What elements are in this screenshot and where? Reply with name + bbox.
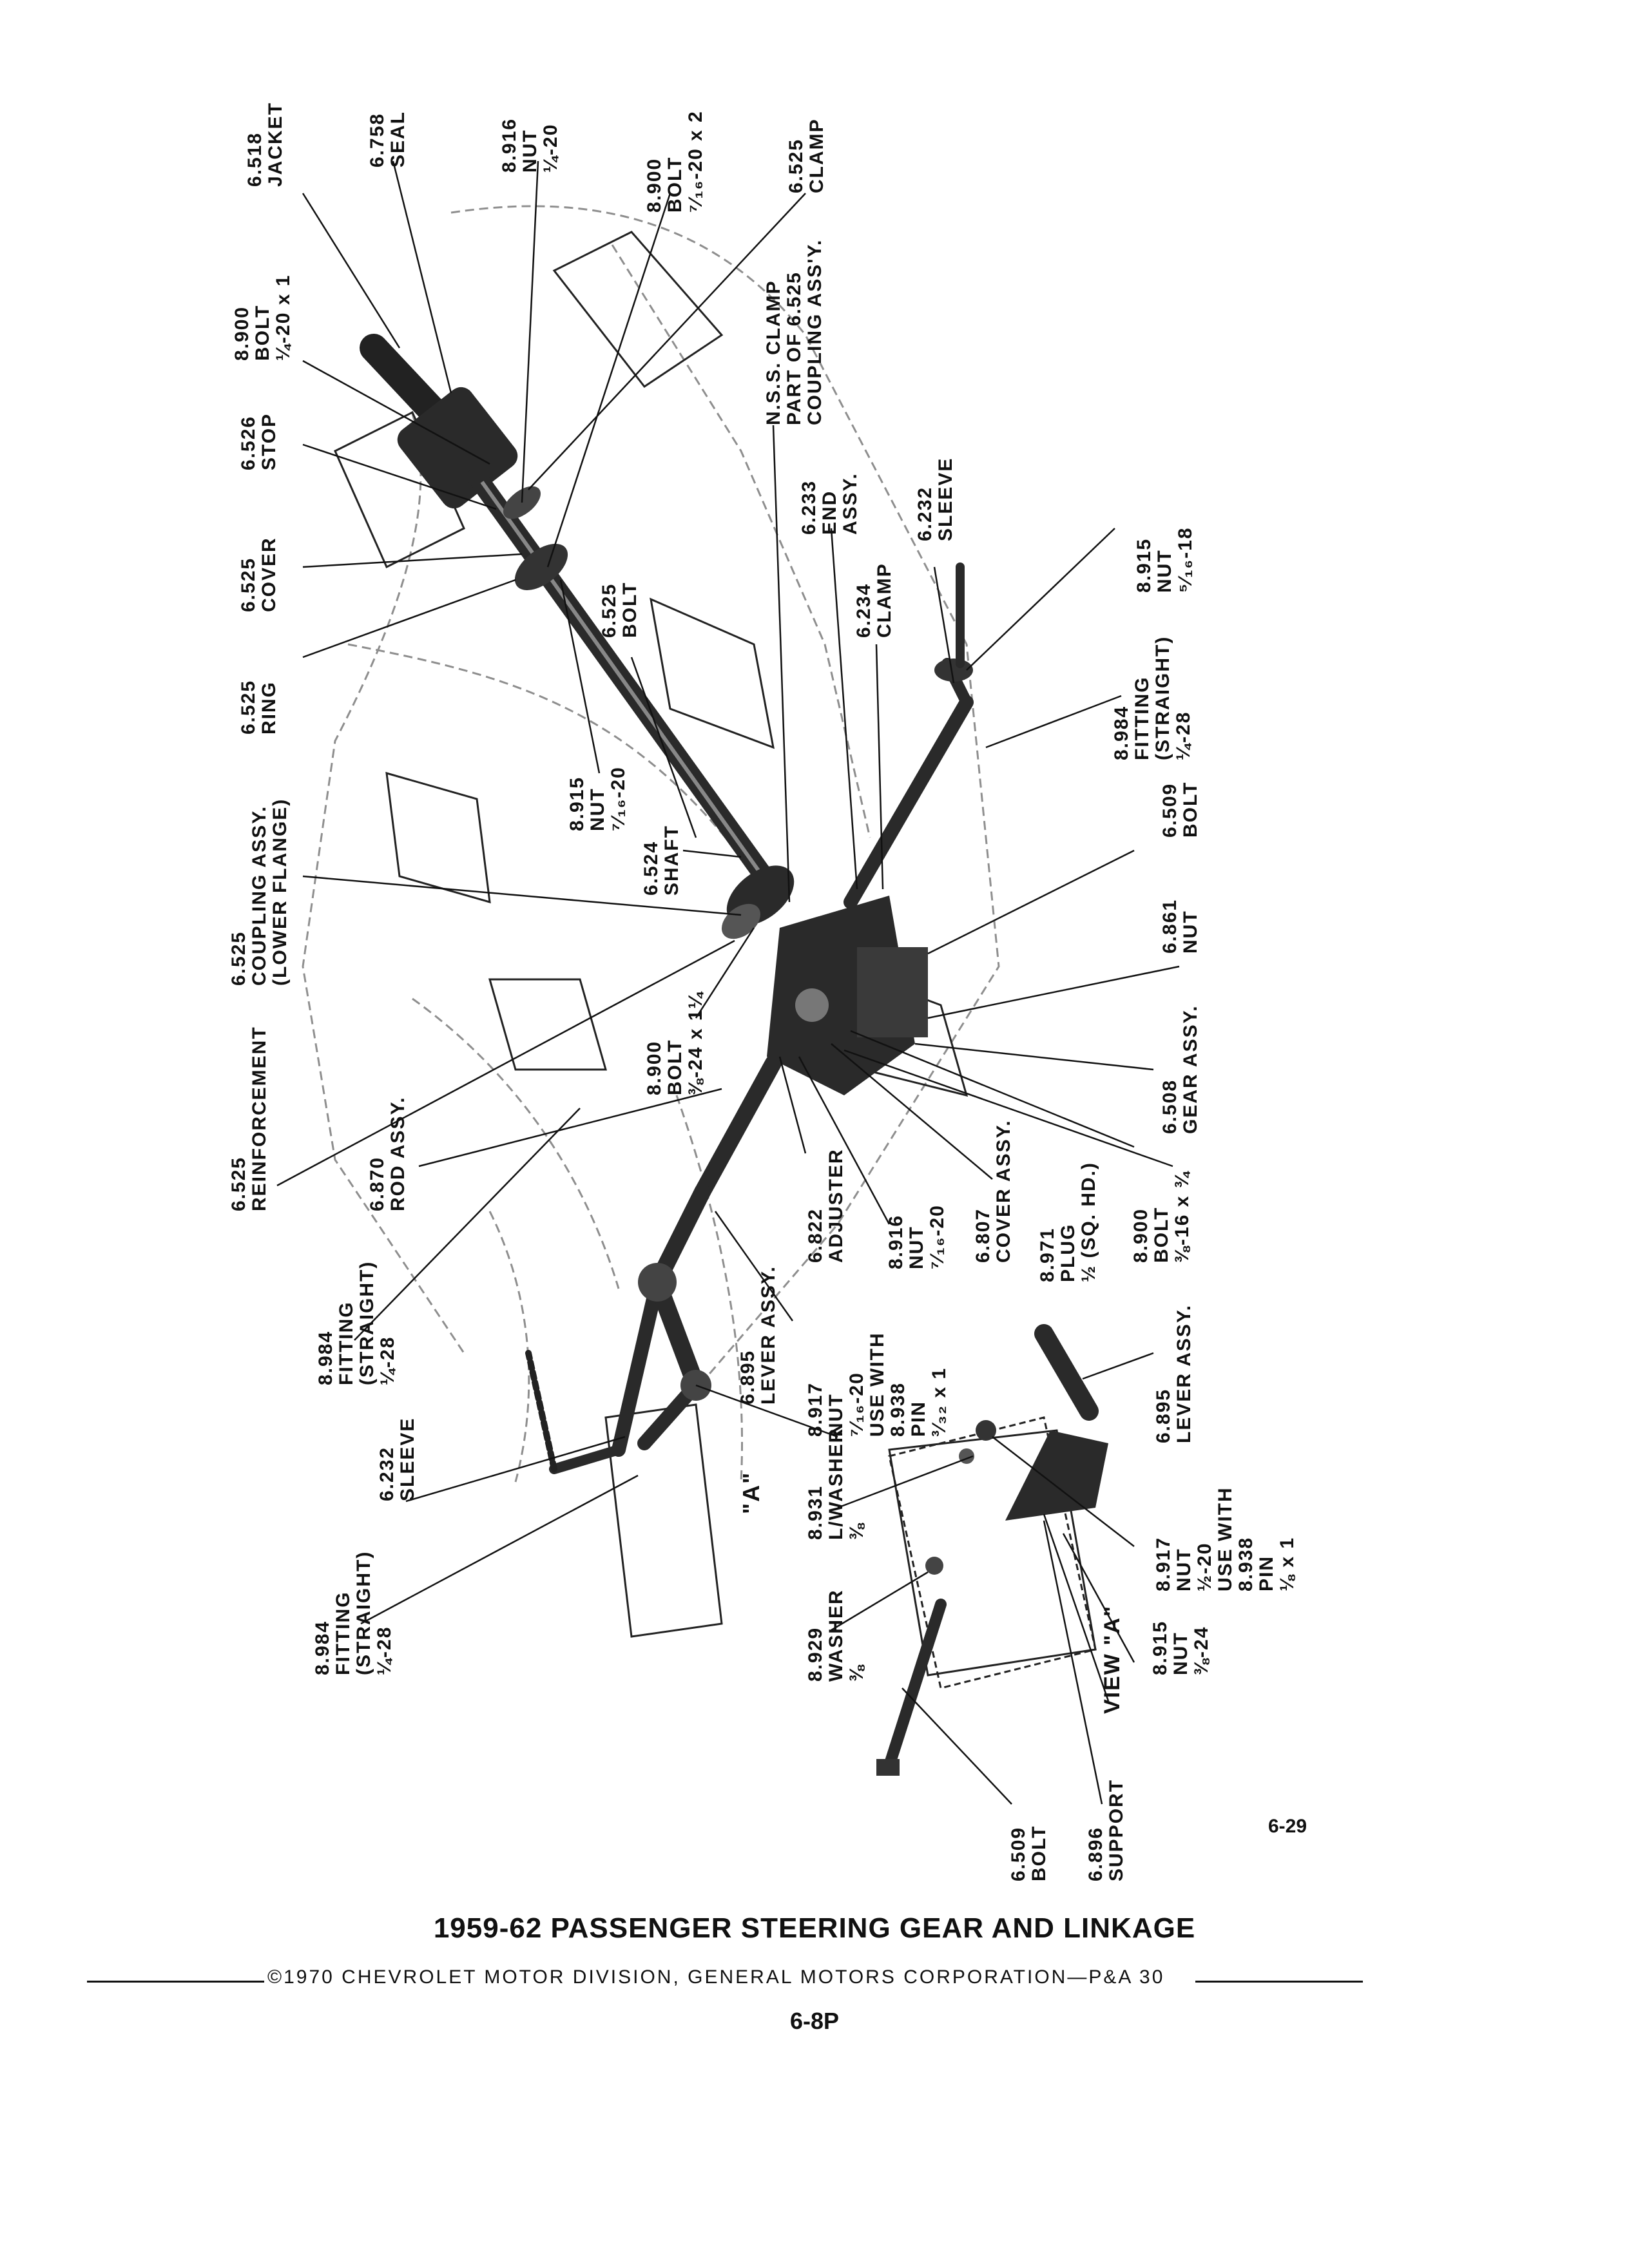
label-nut-top: 8.916 NUT ¼-20	[499, 117, 561, 173]
label-nut-gear: 6.861 NUT	[1159, 898, 1201, 954]
label-stop: 6.526 STOP	[238, 412, 280, 470]
label-fitting-right: 8.984 FITTING (STRAIGHT) ¼-28	[1111, 635, 1194, 760]
label-sleeve-right: 6.232 SLEEVE	[914, 457, 956, 541]
label-bolt-lower: 8.900 BOLT ⅜-16 x ¾	[1130, 1171, 1193, 1263]
label-jacket: 6.518 JACKET	[244, 101, 286, 187]
label-bolt-left: 8.900 BOLT ¼-20 x 1	[231, 274, 294, 361]
label-coupling: 6.525 COUPLING ASSY. (LOWER FLANGE)	[228, 798, 291, 986]
label-nut-center: 8.915 NUT ⁷⁄₁₆-20	[566, 766, 629, 831]
label-support: 6.896 SUPPORT	[1085, 1778, 1127, 1881]
label-gear-assy: 6.508 GEAR ASSY.	[1159, 1004, 1201, 1134]
label-plug: 8.971 PLUG ½ (SQ. HD.)	[1037, 1161, 1099, 1282]
label-bolt-bottom: 6.509 BOLT	[1008, 1825, 1050, 1881]
label-bolt-gear: 6.509 BOLT	[1159, 781, 1201, 838]
label-end-assy: 6.233 END ASSY.	[798, 472, 861, 535]
label-reinforcement: 6.525 REINFORCEMENT	[228, 1026, 270, 1211]
label-seal: 6.758 SEAL	[367, 110, 409, 168]
label-rod-assy: 6.870 ROD ASSY.	[367, 1096, 409, 1211]
label-shaft: 6.524 SHAFT	[641, 825, 682, 896]
label-cover: 6.525 COVER	[238, 537, 280, 612]
copyright-text: ©1970 CHEVROLET MOTOR DIVISION, GENERAL MOTORS CORPORATION—P&A 30	[267, 1966, 1165, 1988]
label-washer: 8.929 WASHER ⅜	[805, 1589, 867, 1682]
steering-gear-box	[767, 896, 928, 1095]
label-bolt-center: 8.900 BOLT ⅜-24 x 1¼	[644, 991, 706, 1095]
label-lwasher: 8.931 L/WASHER ⅜	[805, 1427, 867, 1540]
label-view-a-callout: "A"	[738, 1471, 764, 1514]
label-nut-right: 8.915 NUT ⁵⁄₁₆-18	[1133, 526, 1196, 593]
label-view-a: VIEW "A"	[1100, 1604, 1124, 1714]
figure-number: 6-29	[1268, 1816, 1307, 1837]
label-ring: 6.525 RING	[238, 679, 280, 735]
label-clamp-top: 6.525 CLAMP	[786, 118, 827, 193]
label-nss-clamp: N.S.S. CLAMP PART OF 6.525 COUPLING ASS'Y.	[763, 238, 825, 425]
page-code: 6-8P	[789, 2008, 840, 2034]
label-bolt-mid: 6.525 BOLT	[599, 581, 641, 638]
label-bolt-upper: 8.900 BOLT ⁷⁄₁₆-20 x 2	[644, 110, 706, 213]
label-fitting-left: 8.984 FITTING (STRAIGHT) ¼-28	[315, 1260, 398, 1385]
label-nut-view: 8.915 NUT ⅜-24	[1150, 1620, 1212, 1675]
label-fitting-bottom: 8.984 FITTING (STRAIGHT) ¼-28	[312, 1550, 395, 1675]
label-nut-use: 8.917 NUT ⁷⁄₁₆-20 USE WITH 8.938 PIN ³⁄₃₂ x 1	[805, 1332, 950, 1437]
label-nut-pin: 8.917 NUT ½-20 USE WITH 8.938 PIN ⅛ x 1	[1153, 1486, 1298, 1591]
label-lever-right: 6.895 LEVER ASSY.	[1153, 1304, 1195, 1443]
label-lever-left: 6.895 LEVER ASSY.	[737, 1265, 779, 1405]
page-title: 1959-62 PASSENGER STEERING GEAR AND LINKAGE	[433, 1912, 1196, 1944]
label-cover-assy: 6.807 COVER ASSY.	[972, 1119, 1014, 1263]
copyright-row	[87, 1966, 1363, 1992]
label-clamp-mid: 6.234 CLAMP	[853, 562, 895, 638]
label-nut-adj: 8.916 NUT ⁷⁄₁₆-20	[885, 1204, 948, 1269]
rule-right	[1195, 1981, 1363, 1983]
label-sleeve-left: 6.232 SLEEVE	[376, 1417, 418, 1501]
label-adjuster: 6.822 ADJUSTER	[805, 1148, 847, 1263]
rule-left	[87, 1981, 264, 1983]
